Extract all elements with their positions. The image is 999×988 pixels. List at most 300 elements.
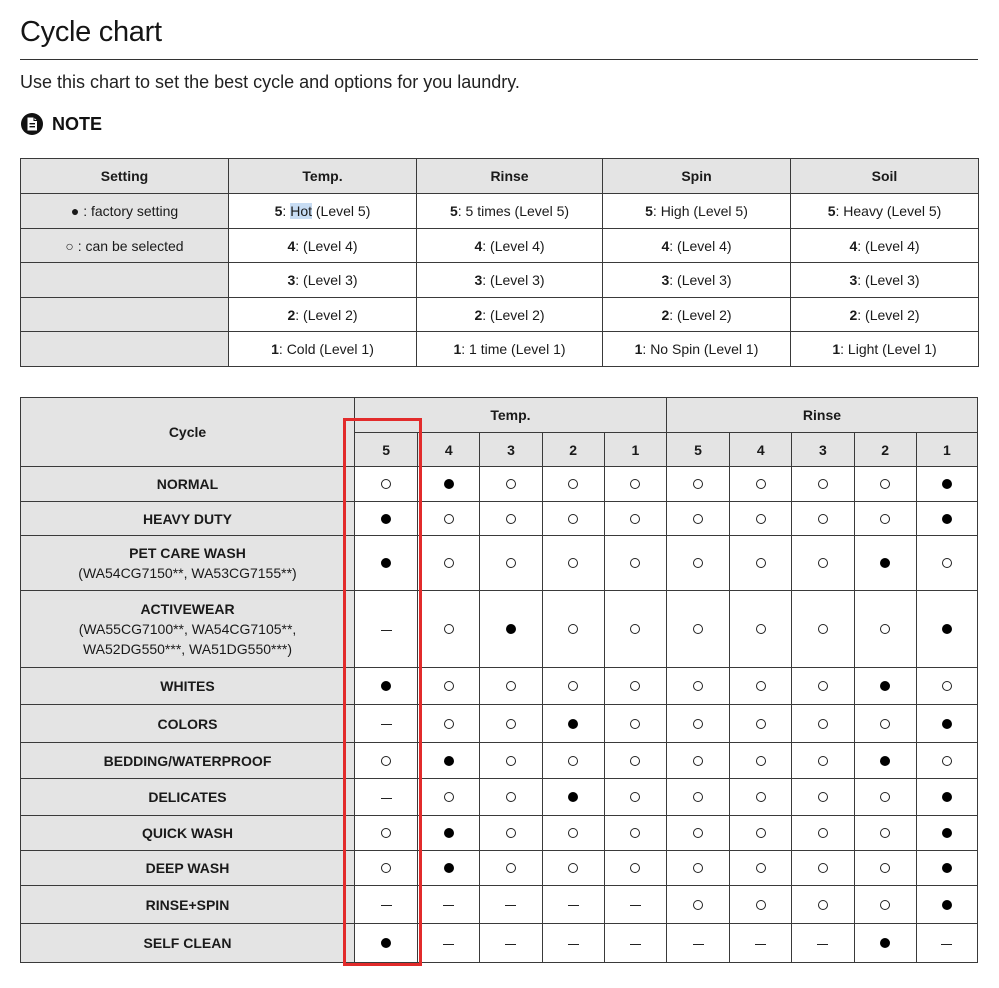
settings-level-cell xyxy=(791,194,979,229)
selectable-circle-icon xyxy=(880,828,890,838)
rinse-option-cell xyxy=(792,705,854,743)
selectable-circle-icon xyxy=(568,863,578,873)
settings-row xyxy=(21,298,979,332)
temp-option-cell xyxy=(355,467,418,502)
cycle-row xyxy=(21,851,978,886)
cycle-name-cell xyxy=(21,886,355,924)
level-number: 2 xyxy=(849,306,858,323)
settings-legend-cell xyxy=(21,298,229,332)
temp-option-cell xyxy=(542,743,604,779)
rinse-option-cell xyxy=(666,743,729,779)
level-number: 1 xyxy=(832,341,841,357)
level-description: : (Level 3) xyxy=(295,272,358,288)
cycle-name-cell xyxy=(21,924,355,963)
temp-option-cell xyxy=(542,591,604,668)
factory-setting-dot-icon xyxy=(942,514,952,524)
rinse-option-cell xyxy=(854,536,916,591)
level-number: 3 xyxy=(661,272,670,288)
cycle-name-cell xyxy=(21,851,355,886)
selectable-circle-icon xyxy=(756,756,766,766)
cycle-row xyxy=(21,668,978,705)
rinse-option-cell xyxy=(792,851,854,886)
cycle-name-cell xyxy=(21,668,355,705)
not-available-dash-icon xyxy=(381,905,392,906)
not-available-dash-icon xyxy=(381,798,392,799)
temp-option-cell xyxy=(418,779,480,816)
selectable-circle-icon xyxy=(568,479,578,489)
level-number: 2 xyxy=(474,306,483,323)
selectable-circle-icon xyxy=(630,863,640,873)
selectable-circle-icon xyxy=(880,900,890,910)
level-description: : No Spin (Level 1) xyxy=(642,341,759,357)
rinse-level-header: 2 xyxy=(854,433,916,467)
settings-level-cell xyxy=(791,332,979,367)
factory-setting-dot-icon xyxy=(880,938,890,948)
selectable-circle-icon xyxy=(756,681,766,691)
temp-option-cell xyxy=(480,502,542,536)
temp-level-header: 4 xyxy=(418,433,480,467)
cycle-row xyxy=(21,924,978,963)
cycle-row xyxy=(21,886,978,924)
header-spin: Spin xyxy=(603,159,791,194)
selectable-circle-icon xyxy=(444,792,454,802)
cycle-row xyxy=(21,536,978,591)
cycle-name-cell xyxy=(21,536,355,591)
temp-option-cell xyxy=(418,536,480,591)
cycle-name: RINSE+SPIN xyxy=(145,896,230,913)
factory-setting-dot-icon xyxy=(880,681,890,691)
cycle-row xyxy=(21,502,978,536)
temp-option-cell xyxy=(604,816,666,851)
selectable-circle-icon xyxy=(444,681,454,691)
selectable-circle-icon xyxy=(568,558,578,568)
rinse-option-cell xyxy=(916,502,977,536)
not-available-dash-icon xyxy=(568,905,579,906)
rinse-option-cell xyxy=(730,467,792,502)
selectable-circle-icon xyxy=(880,624,890,634)
level-number: 2 xyxy=(287,306,296,323)
settings-row xyxy=(21,229,979,263)
temp-option-cell xyxy=(604,779,666,816)
selectable-circle-icon xyxy=(506,558,516,568)
settings-level-cell xyxy=(417,194,603,229)
selectable-circle-icon xyxy=(693,624,703,634)
selectable-circle-icon xyxy=(568,681,578,691)
rinse-option-cell xyxy=(730,743,792,779)
temp-option-cell xyxy=(355,705,418,743)
level-number: 3 xyxy=(474,272,483,288)
selectable-circle-icon xyxy=(756,479,766,489)
selectable-circle-icon xyxy=(818,558,828,568)
rinse-option-cell xyxy=(792,743,854,779)
temp-option-cell xyxy=(355,924,418,963)
factory-setting-dot-icon xyxy=(506,624,516,634)
selectable-circle-icon xyxy=(630,792,640,802)
level-number: 3 xyxy=(849,272,858,288)
temp-option-cell xyxy=(418,705,480,743)
rinse-option-cell xyxy=(666,816,729,851)
rinse-option-cell xyxy=(666,668,729,705)
rinse-option-cell xyxy=(916,816,977,851)
level-number: 3 xyxy=(287,272,296,288)
selectable-circle-icon xyxy=(693,792,703,802)
factory-setting-dot-icon xyxy=(942,863,952,873)
selectable-circle-icon xyxy=(818,792,828,802)
header-temp: Temp. xyxy=(229,159,417,194)
selectable-circle-icon xyxy=(880,479,890,489)
temp-option-cell xyxy=(355,743,418,779)
rinse-option-cell xyxy=(916,536,977,591)
settings-row xyxy=(21,194,979,229)
level-number: 1 xyxy=(634,341,643,357)
level-description: : (Level 4) xyxy=(669,237,732,254)
factory-setting-dot-icon xyxy=(942,900,952,910)
header-group-temp: Temp. xyxy=(355,398,667,433)
temp-option-cell xyxy=(355,816,418,851)
cycle-options-table xyxy=(20,397,978,963)
settings-level-cell xyxy=(603,229,791,263)
settings-row xyxy=(21,263,979,298)
selectable-circle-icon xyxy=(630,719,640,729)
cycle-name: DELICATES xyxy=(148,789,227,805)
settings-legend-cell: ○ : can be selected xyxy=(21,229,229,263)
selectable-circle-icon xyxy=(818,756,828,766)
level-number: 4 xyxy=(849,237,858,254)
temp-option-cell xyxy=(604,886,666,924)
rinse-option-cell xyxy=(730,536,792,591)
level-description: : (Level 3) xyxy=(669,272,732,288)
selectable-circle-icon xyxy=(756,514,766,524)
temp-option-cell xyxy=(355,502,418,536)
rinse-option-cell xyxy=(854,705,916,743)
level-number: 5 xyxy=(645,203,653,219)
selectable-circle-icon xyxy=(756,558,766,568)
temp-option-cell xyxy=(542,851,604,886)
temp-option-cell xyxy=(480,668,542,705)
selectable-circle-icon xyxy=(756,792,766,802)
selectable-circle-icon xyxy=(568,624,578,634)
level-description: : Hot (Level 5) xyxy=(282,203,371,219)
level-description: : High (Level 5) xyxy=(652,203,748,219)
rinse-option-cell xyxy=(792,779,854,816)
temp-option-cell xyxy=(480,705,542,743)
cycle-name-cell xyxy=(21,467,355,502)
not-available-dash-icon xyxy=(568,944,579,945)
selectable-circle-icon xyxy=(444,514,454,524)
level-description: : (Level 3) xyxy=(857,272,920,288)
not-available-dash-icon xyxy=(630,905,641,906)
rinse-option-cell xyxy=(792,816,854,851)
temp-option-cell xyxy=(480,536,542,591)
rinse-option-cell xyxy=(792,536,854,591)
rinse-option-cell xyxy=(916,779,977,816)
temp-option-cell xyxy=(418,467,480,502)
rinse-option-cell xyxy=(792,886,854,924)
rinse-level-header: 3 xyxy=(792,433,854,467)
level-description: : (Level 4) xyxy=(482,237,545,254)
temp-option-cell xyxy=(480,924,542,963)
level-number: 1 xyxy=(453,341,462,357)
settings-row xyxy=(21,332,979,367)
not-available-dash-icon xyxy=(693,944,704,945)
selectable-circle-icon xyxy=(818,624,828,634)
temp-level-header: 3 xyxy=(480,433,542,467)
level-number: 5 xyxy=(274,203,283,219)
factory-setting-dot-icon xyxy=(568,719,578,729)
rinse-option-cell xyxy=(854,668,916,705)
rinse-option-cell xyxy=(792,668,854,705)
temp-option-cell xyxy=(355,668,418,705)
temp-option-cell xyxy=(418,816,480,851)
level-description: : Cold (Level 1) xyxy=(278,341,374,357)
selectable-circle-icon xyxy=(444,719,454,729)
temp-option-cell xyxy=(355,591,418,668)
rinse-option-cell xyxy=(666,467,729,502)
cycle-name-cell xyxy=(21,743,355,779)
selectable-circle-icon xyxy=(693,681,703,691)
rinse-option-cell xyxy=(916,886,977,924)
rinse-level-header: 1 xyxy=(916,433,977,467)
temp-option-cell xyxy=(542,668,604,705)
cycle-row xyxy=(21,467,978,502)
rinse-option-cell xyxy=(730,816,792,851)
rinse-option-cell xyxy=(916,467,977,502)
rinse-option-cell xyxy=(916,743,977,779)
not-available-dash-icon xyxy=(381,630,392,631)
level-description: : (Level 4) xyxy=(857,237,920,254)
rinse-option-cell xyxy=(730,886,792,924)
settings-level-cell xyxy=(417,298,603,332)
cycle-name-cell xyxy=(21,591,355,668)
selectable-circle-icon xyxy=(506,681,516,691)
cycle-name: ACTIVEWEAR xyxy=(140,601,235,617)
cycle-model-note: WA52DG550***, WA51DG550***) xyxy=(82,641,293,657)
not-available-dash-icon xyxy=(505,905,516,906)
rinse-option-cell xyxy=(666,924,729,963)
note-label: NOTE xyxy=(52,113,103,134)
not-available-dash-icon xyxy=(443,944,454,945)
selectable-circle-icon xyxy=(630,479,640,489)
cycle-name: QUICK WASH xyxy=(142,825,233,841)
temp-option-cell xyxy=(418,924,480,963)
selectable-circle-icon xyxy=(942,756,952,766)
factory-setting-dot-icon xyxy=(444,828,454,838)
selectable-circle-icon xyxy=(942,558,952,568)
not-available-dash-icon xyxy=(381,724,392,725)
selectable-circle-icon xyxy=(693,719,703,729)
rinse-option-cell xyxy=(916,668,977,705)
factory-setting-dot-icon xyxy=(444,863,454,873)
temp-level-header: 1 xyxy=(604,433,666,467)
selectable-circle-icon xyxy=(880,863,890,873)
factory-setting-dot-icon xyxy=(381,558,391,568)
factory-setting-dot-icon xyxy=(568,792,578,802)
selectable-circle-icon xyxy=(942,681,952,691)
rinse-option-cell xyxy=(792,467,854,502)
cycle-row xyxy=(21,816,978,851)
rinse-option-cell xyxy=(854,779,916,816)
temp-option-cell xyxy=(418,886,480,924)
selectable-circle-icon xyxy=(381,828,391,838)
level-description: : (Level 2) xyxy=(295,306,358,323)
level-description: : (Level 2) xyxy=(857,306,920,323)
cycle-model-note: (WA54CG7150**, WA53CG7155**) xyxy=(78,565,297,581)
temp-option-cell xyxy=(604,743,666,779)
temp-option-cell xyxy=(418,743,480,779)
level-description: : (Level 2) xyxy=(669,306,732,323)
selectable-circle-icon xyxy=(880,514,890,524)
settings-level-cell xyxy=(791,298,979,332)
factory-setting-dot-icon xyxy=(444,756,454,766)
selectable-circle-icon xyxy=(506,756,516,766)
temp-option-cell xyxy=(542,536,604,591)
not-available-dash-icon xyxy=(443,905,454,906)
cycle-name: NORMAL xyxy=(156,476,219,492)
rinse-option-cell xyxy=(666,591,729,668)
selectable-circle-icon xyxy=(693,863,703,873)
temp-option-cell xyxy=(480,743,542,779)
rinse-option-cell xyxy=(792,591,854,668)
selectable-circle-icon xyxy=(818,479,828,489)
selectable-circle-icon xyxy=(756,828,766,838)
rinse-option-cell xyxy=(854,851,916,886)
selectable-circle-icon xyxy=(630,828,640,838)
selectable-circle-icon xyxy=(818,719,828,729)
selectable-circle-icon xyxy=(444,558,454,568)
rinse-option-cell xyxy=(854,591,916,668)
level-number: 4 xyxy=(287,237,296,254)
selectable-circle-icon xyxy=(630,514,640,524)
settings-legend-table xyxy=(20,158,979,367)
selectable-circle-icon xyxy=(880,719,890,729)
header-rinse: Rinse xyxy=(417,159,603,194)
temp-option-cell xyxy=(604,924,666,963)
temp-option-cell xyxy=(418,668,480,705)
factory-setting-dot-icon xyxy=(444,479,454,489)
factory-setting-dot-icon xyxy=(942,624,952,634)
rinse-option-cell xyxy=(916,705,977,743)
rinse-option-cell xyxy=(666,502,729,536)
temp-option-cell xyxy=(542,924,604,963)
factory-setting-dot-icon xyxy=(942,792,952,802)
factory-setting-dot-icon xyxy=(381,938,391,948)
selectable-circle-icon xyxy=(630,624,640,634)
page-title: Cycle chart xyxy=(20,16,162,48)
settings-level-cell xyxy=(229,332,417,367)
temp-option-cell xyxy=(355,779,418,816)
rinse-option-cell xyxy=(730,668,792,705)
cycle-model-note: (WA55CG7100**, WA54CG7105**, xyxy=(78,621,297,637)
selectable-circle-icon xyxy=(444,624,454,634)
not-available-dash-icon xyxy=(941,944,952,945)
rinse-option-cell xyxy=(666,851,729,886)
temp-option-cell xyxy=(542,886,604,924)
temp-option-cell xyxy=(480,591,542,668)
rinse-option-cell xyxy=(730,591,792,668)
selectable-circle-icon xyxy=(693,558,703,568)
selectable-circle-icon xyxy=(693,479,703,489)
temp-option-cell xyxy=(604,705,666,743)
level-number: 5 xyxy=(827,203,836,219)
cycle-name-cell xyxy=(21,779,355,816)
rinse-option-cell xyxy=(666,886,729,924)
selectable-circle-icon xyxy=(818,900,828,910)
settings-level-cell xyxy=(229,229,417,263)
factory-setting-dot-icon xyxy=(880,756,890,766)
selectable-circle-icon xyxy=(506,479,516,489)
rinse-option-cell xyxy=(666,536,729,591)
level-description: : (Level 4) xyxy=(295,237,358,254)
settings-level-cell xyxy=(229,194,417,229)
level-number: 5 xyxy=(449,203,458,219)
temp-option-cell xyxy=(604,591,666,668)
temp-option-cell xyxy=(355,851,418,886)
factory-setting-dot-icon xyxy=(942,479,952,489)
settings-level-cell xyxy=(229,298,417,332)
rinse-option-cell xyxy=(730,779,792,816)
rinse-option-cell xyxy=(792,924,854,963)
settings-legend-cell xyxy=(21,332,229,367)
rinse-option-cell xyxy=(730,851,792,886)
rinse-level-header: 4 xyxy=(730,433,792,467)
cycle-row xyxy=(21,779,978,816)
rinse-option-cell xyxy=(730,924,792,963)
rinse-option-cell xyxy=(916,591,977,668)
temp-option-cell xyxy=(418,851,480,886)
selectable-circle-icon xyxy=(506,514,516,524)
temp-level-header: 2 xyxy=(542,433,604,467)
settings-level-cell xyxy=(229,263,417,298)
selectable-circle-icon xyxy=(630,681,640,691)
not-available-dash-icon xyxy=(505,944,516,945)
selectable-circle-icon xyxy=(568,828,578,838)
note-icon xyxy=(20,112,44,136)
level-description: : (Level 3) xyxy=(482,272,545,288)
selectable-circle-icon xyxy=(818,514,828,524)
temp-option-cell xyxy=(418,502,480,536)
selected-text-highlight: Hot xyxy=(290,203,312,219)
temp-option-cell xyxy=(480,886,542,924)
cycle-name: PET CARE WASH xyxy=(129,545,246,561)
cycle-name: HEAVY DUTY xyxy=(143,510,232,527)
title-rule xyxy=(20,59,978,60)
settings-level-cell xyxy=(603,263,791,298)
header-cycle: Cycle xyxy=(21,398,355,467)
temp-option-cell xyxy=(542,779,604,816)
factory-setting-dot-icon xyxy=(381,514,391,524)
header-group-rinse: Rinse xyxy=(666,398,977,433)
rinse-option-cell xyxy=(916,851,977,886)
temp-option-cell xyxy=(480,816,542,851)
selectable-circle-icon xyxy=(568,756,578,766)
selectable-circle-icon xyxy=(756,624,766,634)
selectable-circle-icon xyxy=(818,863,828,873)
cycle-name: WHITES xyxy=(160,678,215,694)
level-description: : (Level 2) xyxy=(482,306,545,323)
factory-setting-dot-icon xyxy=(381,681,391,691)
selectable-circle-icon xyxy=(568,514,578,524)
settings-legend-cell xyxy=(21,263,229,298)
temp-option-cell xyxy=(604,536,666,591)
selectable-circle-icon xyxy=(693,828,703,838)
settings-level-cell xyxy=(603,298,791,332)
temp-option-cell xyxy=(418,591,480,668)
temp-option-cell xyxy=(355,536,418,591)
header-soil: Soil xyxy=(791,159,979,194)
rinse-option-cell xyxy=(666,705,729,743)
level-description: : Light (Level 1) xyxy=(840,341,937,357)
rinse-option-cell xyxy=(854,816,916,851)
